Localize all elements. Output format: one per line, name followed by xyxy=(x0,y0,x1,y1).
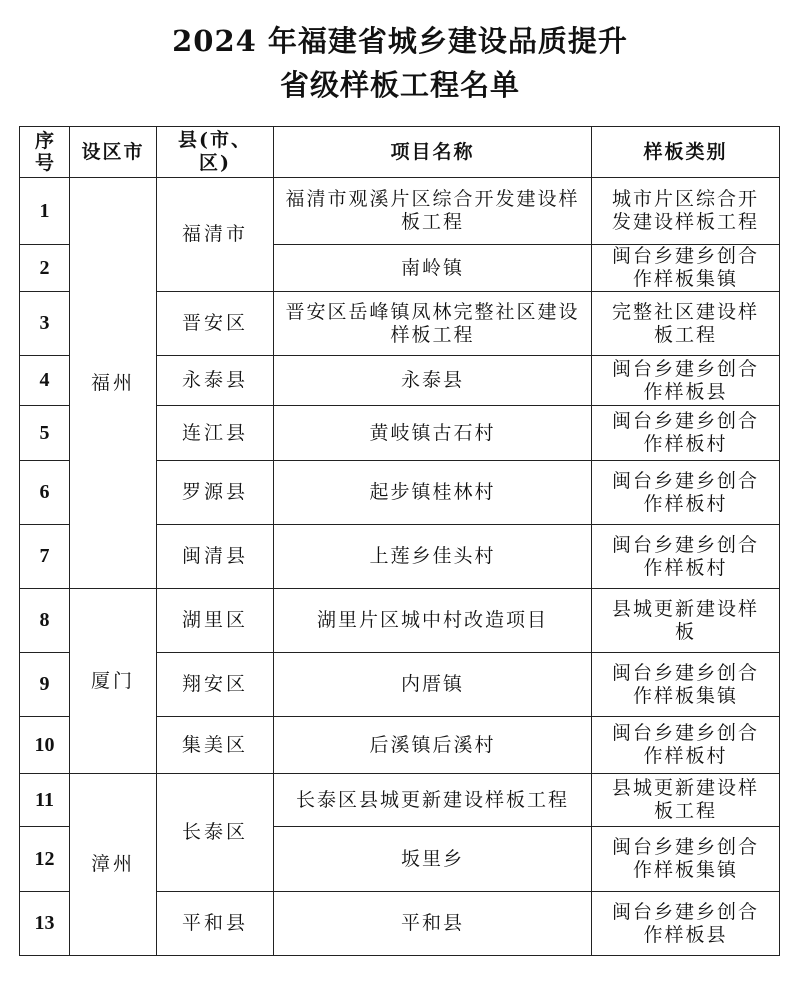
category-cell: 闽台乡建乡创合作样板县 xyxy=(592,892,780,956)
row-number: 10 xyxy=(20,717,70,774)
county-cell: 湖里区 xyxy=(157,589,274,653)
county-cell: 罗源县 xyxy=(157,461,274,525)
category-cell: 闽台乡建乡创合作样板村 xyxy=(592,717,780,774)
project-name-cell: 晋安区岳峰镇凤林完整社区建设样板工程 xyxy=(274,292,592,356)
row-number: 12 xyxy=(20,827,70,892)
county-cell: 福清市 xyxy=(157,178,274,292)
row-number: 4 xyxy=(20,356,70,406)
category-cell: 闽台乡建乡创合作样板村 xyxy=(592,525,780,589)
project-name-cell: 长泰区县城更新建设样板工程 xyxy=(274,774,592,827)
table-row xyxy=(20,774,780,827)
category-cell: 闽台乡建乡创合作样板集镇 xyxy=(592,653,780,717)
project-name-cell: 后溪镇后溪村 xyxy=(274,717,592,774)
header-city: 设区市 xyxy=(70,127,157,178)
table-header-row xyxy=(20,127,780,178)
project-list-table xyxy=(19,126,780,956)
project-name-cell: 坂里乡 xyxy=(274,827,592,892)
row-number: 8 xyxy=(20,589,70,653)
row-number: 9 xyxy=(20,653,70,717)
row-number: 1 xyxy=(20,178,70,245)
city-cell-zhangzhou: 漳州 xyxy=(70,774,157,956)
row-number: 3 xyxy=(20,292,70,356)
county-cell: 连江县 xyxy=(157,406,274,461)
row-number: 11 xyxy=(20,774,70,827)
project-name-cell: 南岭镇 xyxy=(274,245,592,292)
category-cell: 闽台乡建乡创合作样板村 xyxy=(592,461,780,525)
project-name-cell: 上莲乡佳头村 xyxy=(274,525,592,589)
county-cell: 翔安区 xyxy=(157,653,274,717)
table-row xyxy=(20,589,780,653)
header-project: 项目名称 xyxy=(274,127,592,178)
project-name-cell: 湖里片区城中村改造项目 xyxy=(274,589,592,653)
county-cell: 平和县 xyxy=(157,892,274,956)
project-name-cell: 永泰县 xyxy=(274,356,592,406)
header-seq-line2: 号 xyxy=(34,152,54,174)
project-name-cell: 内厝镇 xyxy=(274,653,592,717)
document-title-line-1: 2024 年福建省城乡建设品质提升 xyxy=(172,24,628,58)
city-cell-xiamen: 厦门 xyxy=(70,589,157,774)
header-county: 县(市、区) xyxy=(157,127,274,178)
category-cell: 闽台乡建乡创合作样板县 xyxy=(592,356,780,406)
category-cell: 闽台乡建乡创合作样板集镇 xyxy=(592,245,780,292)
row-number: 7 xyxy=(20,525,70,589)
category-cell: 城市片区综合开发建设样板工程 xyxy=(592,178,780,245)
project-name-cell: 平和县 xyxy=(274,892,592,956)
header-category: 样板类别 xyxy=(592,127,780,178)
project-name-cell: 福清市观溪片区综合开发建设样板工程 xyxy=(274,178,592,245)
row-number: 2 xyxy=(20,245,70,292)
row-number: 13 xyxy=(20,892,70,956)
county-cell: 晋安区 xyxy=(157,292,274,356)
header-seq xyxy=(20,127,70,178)
county-cell: 集美区 xyxy=(157,717,274,774)
project-name-cell: 黄岐镇古石村 xyxy=(274,406,592,461)
project-name-cell: 起步镇桂林村 xyxy=(274,461,592,525)
county-cell: 长泰区 xyxy=(157,774,274,892)
category-cell: 县城更新建设样板 xyxy=(592,589,780,653)
county-cell: 永泰县 xyxy=(157,356,274,406)
county-cell: 闽清县 xyxy=(157,525,274,589)
table-row xyxy=(20,178,780,245)
category-cell: 县城更新建设样板工程 xyxy=(592,774,780,827)
city-cell-fuzhou: 福州 xyxy=(70,178,157,589)
row-number: 6 xyxy=(20,461,70,525)
category-cell: 闽台乡建乡创合作样板集镇 xyxy=(592,827,780,892)
category-cell: 完整社区建设样板工程 xyxy=(592,292,780,356)
row-number: 5 xyxy=(20,406,70,461)
document-title-line-2: 省级样板工程名单 xyxy=(279,68,520,102)
category-cell: 闽台乡建乡创合作样板村 xyxy=(592,406,780,461)
header-seq-line1: 序 xyxy=(34,130,54,152)
